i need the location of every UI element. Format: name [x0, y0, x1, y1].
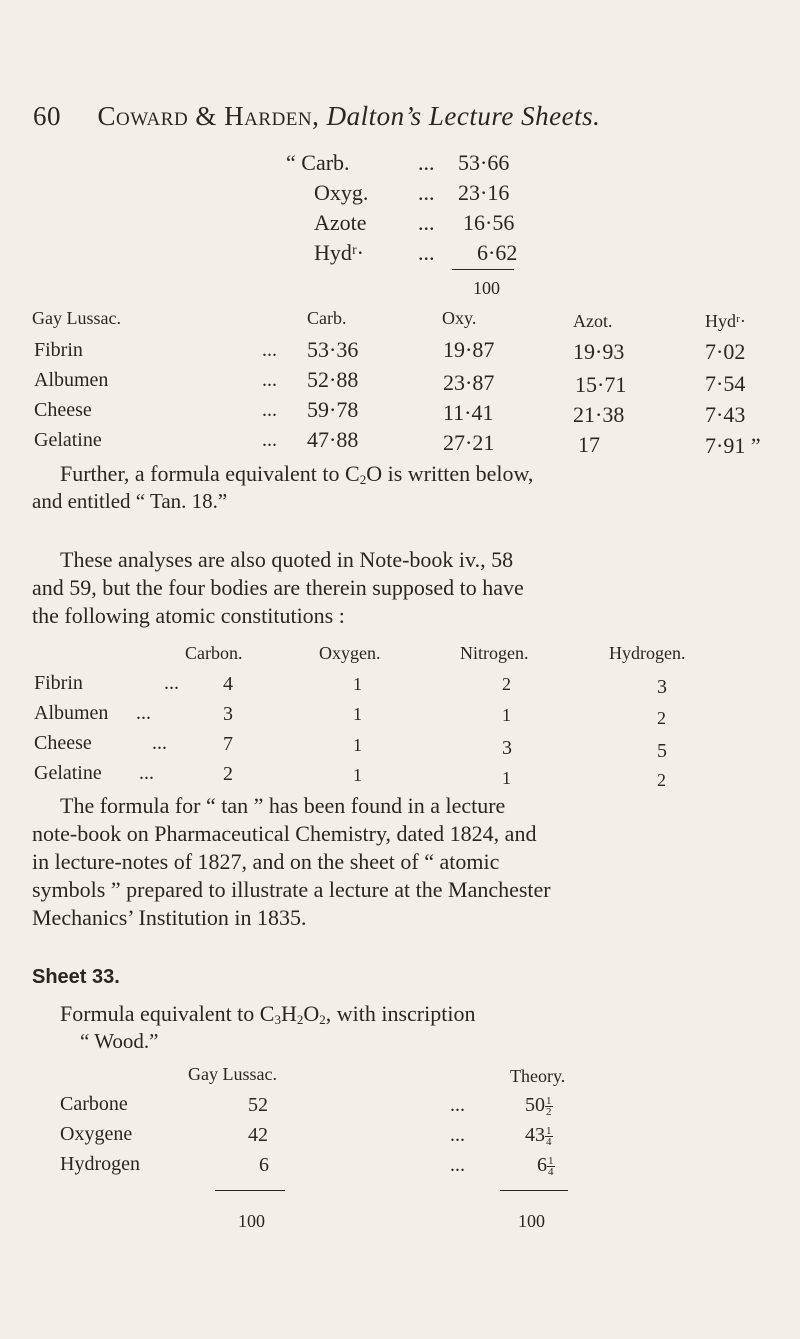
table-header: Nitrogen.: [460, 643, 529, 663]
fraction-denominator: 4: [546, 1135, 552, 1148]
composition-value: 23·16: [458, 180, 510, 205]
table-cell: 47·88: [307, 427, 359, 452]
page-header: [33, 101, 600, 132]
table-cell: [537, 1154, 555, 1177]
table-cell: 2: [657, 708, 666, 728]
fraction: [545, 1096, 553, 1117]
fraction-numerator: 1: [546, 1094, 552, 1107]
table-cell: 2: [502, 674, 511, 694]
composition-dots: ...: [418, 180, 435, 205]
table-cell: 7·43: [705, 402, 746, 427]
composition-dots: ...: [418, 210, 435, 235]
table-cell: 21·38: [573, 402, 625, 427]
table-row-dots: ...: [262, 429, 277, 451]
composition-total: 100: [473, 278, 500, 298]
table-row-dots: ...: [450, 1094, 465, 1116]
table-cell: 1: [353, 674, 362, 694]
table-cell: 1: [353, 704, 362, 724]
fraction: [545, 1126, 553, 1147]
table-row-dots: ...: [139, 762, 154, 784]
table-row-name: Fibrin: [34, 339, 83, 361]
table-cell: 52·88: [307, 367, 359, 392]
composition-label: Hydʳ·: [314, 240, 364, 265]
paragraph-line: and entitled “ Tan. 18.”: [32, 489, 228, 513]
paragraph-line: note-book on Pharmaceutical Chemistry, dated 1824, and: [32, 821, 537, 846]
table-cell: 11·41: [443, 400, 494, 425]
table-cell: 53·36: [307, 337, 359, 362]
paragraph-line: symbols ” prepared to illustrate a lecture at the Manchester: [32, 877, 551, 902]
header-title: Dalton’s Lecture Sheets.: [326, 101, 601, 131]
composition-dots: ...: [418, 150, 435, 175]
table-row-name: Fibrin: [34, 672, 83, 694]
page-number: 60: [33, 101, 61, 131]
fraction-denominator: 4: [548, 1165, 554, 1178]
table-cell: 17: [578, 432, 600, 457]
total-rule: [500, 1190, 568, 1191]
table-cell: 6: [259, 1154, 269, 1176]
paragraph-text: Further, a formula equivalent to C: [60, 461, 360, 486]
table-row-name: Hydrogen: [60, 1153, 140, 1175]
composition-value: 6·62: [477, 240, 518, 265]
table-row-dots: ...: [152, 732, 167, 754]
table-cell: 59·78: [307, 397, 359, 422]
table-row-dots: ...: [450, 1124, 465, 1146]
table-cell: 3: [223, 703, 233, 725]
theory-whole: 6: [537, 1154, 547, 1176]
paragraph-line: These analyses are also quoted in Note-book iv., 58: [60, 547, 514, 572]
table-cell: 4: [223, 673, 233, 695]
paragraph-line: Mechanics’ Institution in 1835.: [32, 905, 307, 930]
paragraph-line: and 59, but the four bodies are therein supposed to have: [32, 575, 524, 600]
table-total: 100: [238, 1211, 265, 1231]
table-row-dots: ...: [262, 399, 277, 421]
table-cell: 2: [657, 770, 666, 790]
paragraph-text: Formula equivalent to C: [60, 1001, 275, 1026]
table-row-name: Gelatine: [34, 762, 102, 784]
header-authors: Coward & Harden,: [97, 101, 320, 131]
table-header: Oxy.: [442, 308, 477, 328]
table-cell: 15·71: [575, 372, 627, 397]
table-header: Hydrogen.: [609, 643, 686, 663]
table-cell: [525, 1094, 553, 1117]
table-row-dots: ...: [164, 672, 179, 694]
table-row-name: Carbone: [60, 1093, 128, 1115]
table-header: Azot.: [573, 311, 613, 331]
composition-dots: ...: [418, 240, 435, 265]
table-cell: 19·93: [573, 339, 625, 364]
table-header: Carb.: [307, 308, 347, 328]
paragraph-line: The formula for “ tan ” has been found in a lecture: [60, 793, 506, 818]
subscript: 2: [319, 1012, 326, 1027]
table-cell: 7·54: [705, 371, 746, 396]
table-cell: 3: [657, 676, 667, 698]
table-cell: 3: [502, 737, 512, 759]
table-cell: 1: [353, 735, 362, 755]
table-row-name: Albumen: [34, 369, 109, 391]
table-cell: 5: [657, 740, 667, 762]
table-row-name: Albumen: [34, 702, 109, 724]
table-cell: 23·87: [443, 370, 495, 395]
table-cell: 1: [353, 765, 362, 785]
composition-label: Azote: [314, 210, 367, 235]
table-row-dots: ...: [262, 369, 277, 391]
composition-value: 16·56: [463, 210, 515, 235]
table-row-dots: ...: [450, 1154, 465, 1176]
table-header: Oxygen.: [319, 643, 381, 663]
table-cell: 7·02: [705, 339, 746, 364]
paragraph-text: H: [280, 1001, 297, 1026]
table-row-name: Oxygene: [60, 1123, 133, 1145]
table-total: 100: [518, 1211, 545, 1231]
table-row-name: Cheese: [34, 732, 92, 754]
table-row-name: Cheese: [34, 399, 92, 421]
fraction: [547, 1156, 555, 1177]
paragraph-line: the following atomic constitutions :: [32, 603, 345, 628]
total-rule: [215, 1190, 285, 1191]
table-row-name: Gelatine: [34, 429, 102, 451]
theory-whole: 43: [525, 1124, 545, 1146]
fraction-numerator: 1: [546, 1124, 552, 1137]
theory-whole: 50: [525, 1094, 545, 1116]
paragraph-text: O: [303, 1001, 320, 1026]
table-cell: 27·21: [443, 430, 495, 455]
composition-label: “ Carb.: [286, 150, 350, 175]
table-cell: 7: [223, 733, 233, 755]
composition-value: 53·66: [458, 150, 510, 175]
sheet-inscription: “ Wood.”: [80, 1029, 159, 1053]
table-cell: 42: [248, 1124, 268, 1146]
paragraph-line: in lecture-notes of 1827, and on the sheet of “ atomic: [32, 849, 500, 874]
fraction-numerator: 1: [548, 1154, 554, 1167]
table-row-dots: ...: [262, 339, 277, 361]
table-cell: 1: [502, 705, 511, 725]
table-cell: 7·91 ”: [705, 433, 761, 458]
table-cell: [525, 1124, 553, 1147]
table-cell: 52: [248, 1094, 268, 1116]
table-row-dots: ...: [136, 702, 151, 724]
table-cell: 19·87: [443, 337, 495, 362]
subscript: 2: [296, 1012, 304, 1027]
paragraph-text: O is written below,: [366, 461, 534, 486]
sheet-heading: Sheet 33.: [32, 966, 120, 988]
paragraph-text: , with inscription: [325, 1001, 476, 1026]
table-cell: 1: [502, 768, 511, 788]
table-header: Gay Lussac.: [32, 308, 121, 328]
table-header: Carbon.: [185, 643, 243, 663]
subscript: 3: [274, 1012, 281, 1027]
composition-label: Oxyg.: [314, 180, 369, 205]
fraction-denominator: 2: [546, 1105, 552, 1118]
total-rule: [452, 269, 514, 270]
table-header: Gay Lussac.: [188, 1064, 277, 1084]
table-cell: 2: [223, 763, 233, 785]
table-header: Hydʳ·: [705, 311, 746, 331]
subscript: 2: [359, 472, 367, 487]
table-header: Theory.: [510, 1066, 566, 1086]
